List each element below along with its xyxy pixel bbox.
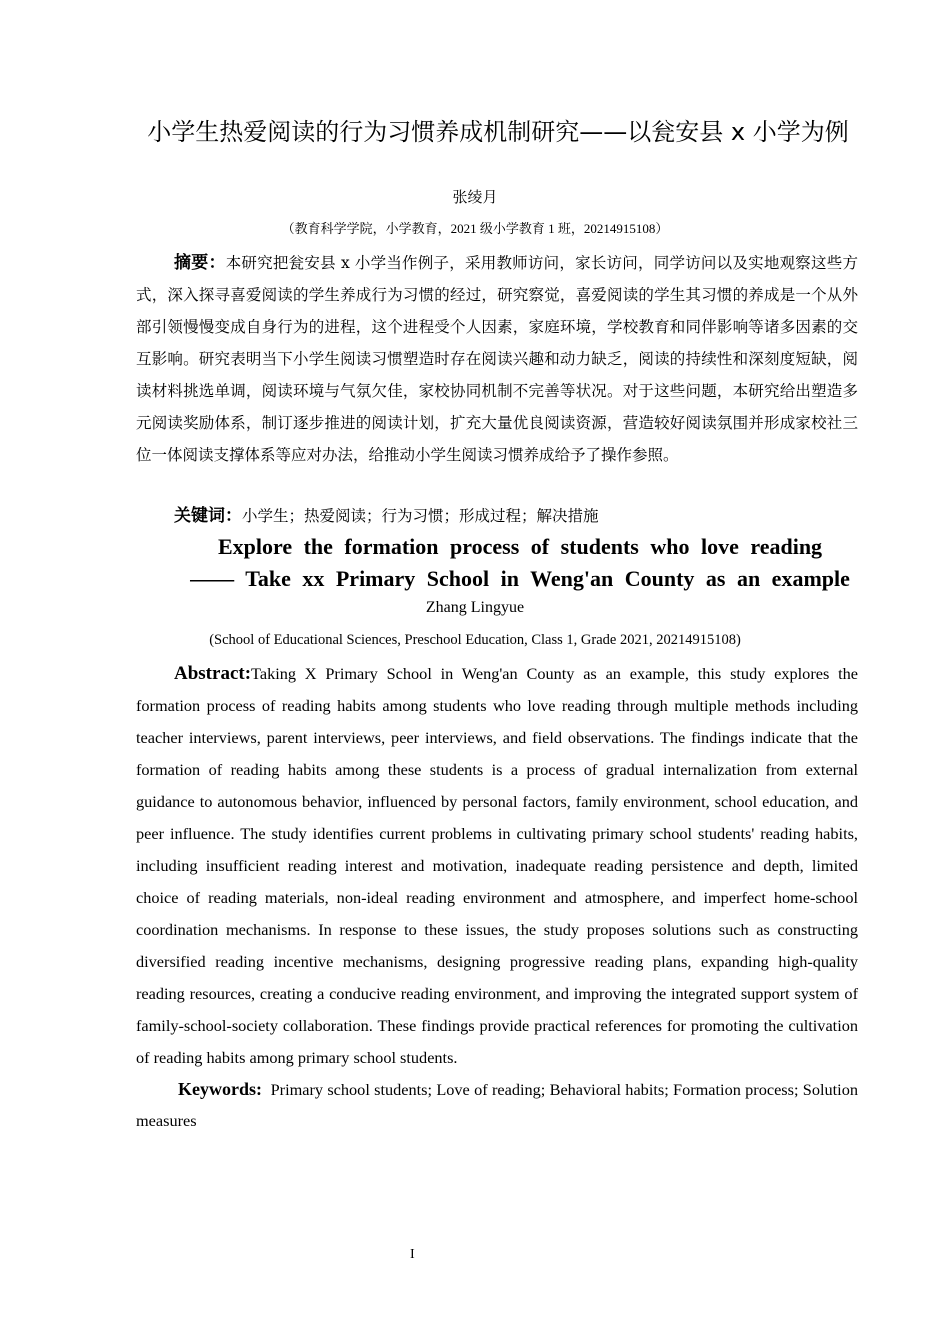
keywords-en-label: Keywords: [178,1079,262,1099]
abstract-cn-label: 摘要： [174,253,226,273]
abstract-en [136,658,858,1074]
abstract-en-label: Abstract: [174,663,252,684]
author-cn: 张绫月 [452,190,498,206]
english-title-line2: —— Take xx Primary School in Weng'an County as an example [190,566,850,591]
abstract-cn [136,247,858,471]
keywords-cn [174,502,599,530]
affiliation-en: (School of Educational Sciences, Preschool Education, Class 1, Grade 2021, 20214915108) [209,632,741,648]
author-en: Zhang Lingyue [425,599,525,616]
abstract-en-text: Taking X Primary School in Weng'an County as an example, this study explores the formation process of reading habits among students who love reading through multiple methods including teacher interviews, parent interviews, peer interviews, and field observations. The findings indicate that the formation of reading habits among these students is a process of gradual internalization from external guidance to autonomous behavior, influenced by personal factors, family environment, school education, and peer influence. The study identifies current problems in cultivating primary school students' reading habits, including insufficient reading interest and motivation, inadequate reading persistence and depth, limited choice of reading materials, non-ideal reading environment and atmosphere, and imperfect home-school coordination mechanisms. In response to these issues, the study proposes solutions such as constructing diversified reading incentive mechanisms, designing progressive reading plans, expanding high-quality reading resources, creating a conducive reading environment, and improving the integrated support system of family-school-society collaboration. These findings provide practical references for promoting the cultivation of reading habits among primary school students. [136,664,858,1067]
english-title-line1: Explore the formation process of students who love reading [217,534,823,559]
keywords-en-text: Primary school students; Love of reading; Behavioral habits; Formation process; Solution measures [136,1080,858,1130]
page-title: 小学生热爱阅读的行为习惯养成机制研究——以瓮安县 x 小学为例 [147,118,849,146]
keywords-cn-label: 关键词： [174,506,242,526]
keywords-cn-text: 小学生；热爱阅读；行为习惯；形成过程；解决措施 [242,507,599,525]
page-number: I [410,1247,415,1262]
keywords-en [136,1074,858,1136]
affiliation-cn: （教育科学学院，小学教育，2021 级小学教育 1 班，20214915108） [281,221,669,236]
abstract-cn-text: 本研究把瓮安县 x 小学当作例子，采用教师访问，家长访问，同学访问以及实地观察这些方式，深入探寻喜爱阅读的学生养成行为习惯的经过，研究察觉，喜爱阅读的学生其习惯的养成是一个从外部引领慢慢变成自身行为的进程，这个进程受个人因素，家庭环境，学校教育和同伴影响等诸多因素的交互影响。研究表明当下小学生阅读习惯塑造时存在阅读兴趣和动力缺乏，阅读的持续性和深刻度短缺，阅读材料挑选单调，阅读环境与气氛欠佳，家校协同机制不完善等状况。对于这些问题，本研究给出塑造多元阅读奖励体系，制订逐步推进的阅读计划，扩充大量优良阅读资源，营造较好阅读氛围并形成家校社三位一体阅读支撑体系等应对办法，给推动小学生阅读习惯养成给予了操作参照。 [136,254,859,464]
english-title [180,531,860,595]
